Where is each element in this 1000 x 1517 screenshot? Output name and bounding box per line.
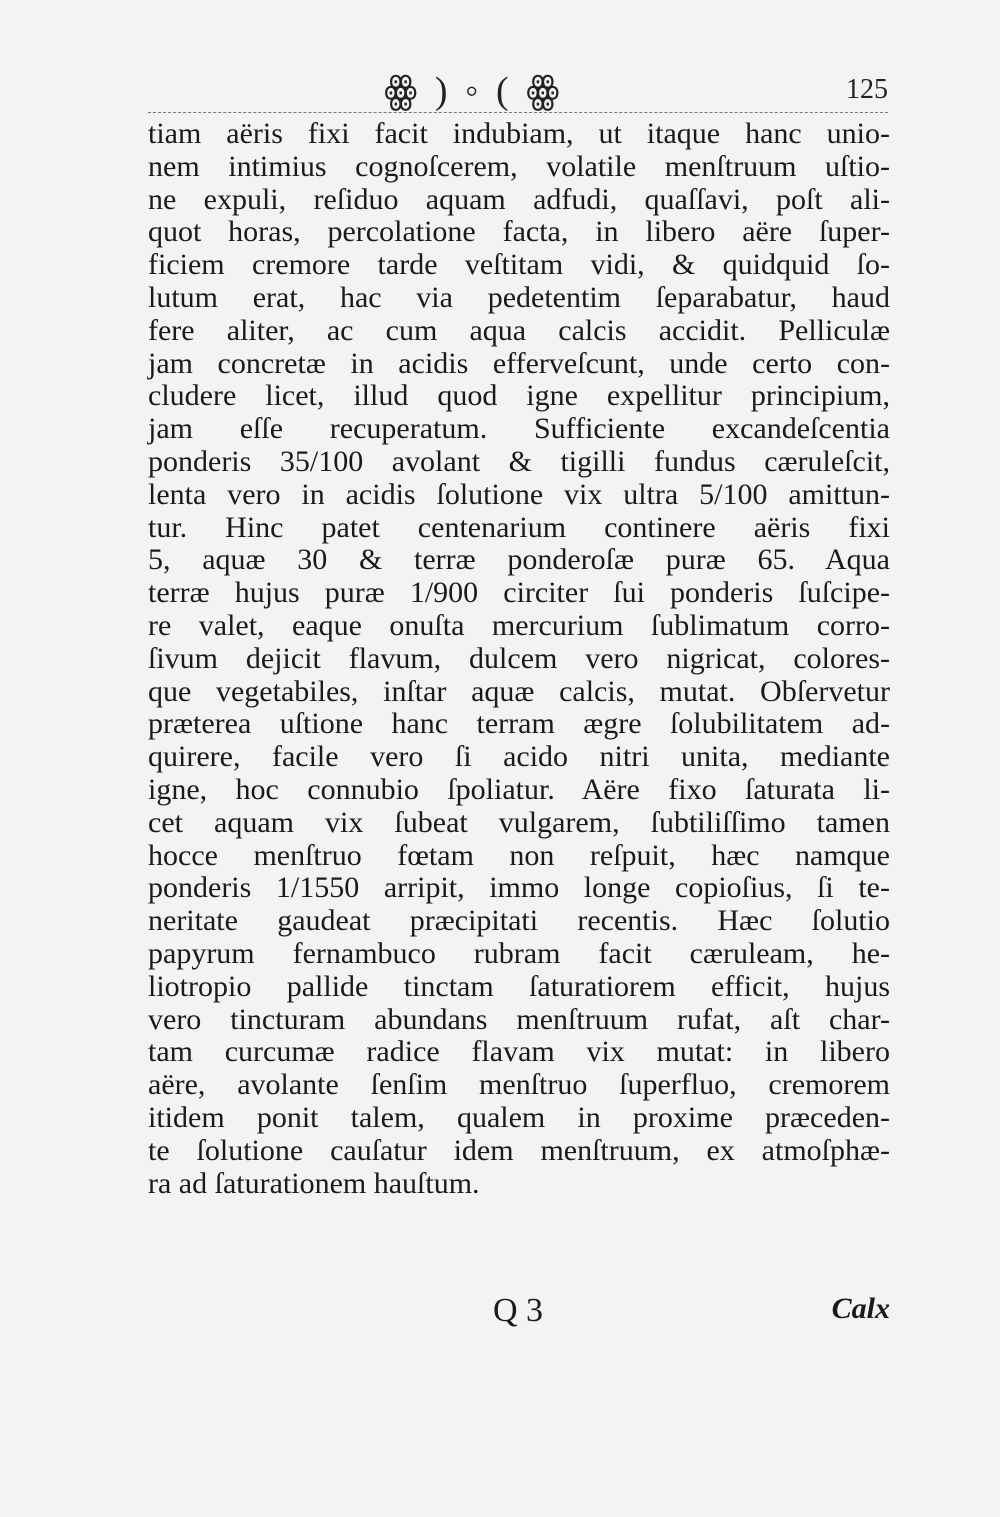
text-line: ponderis 1/1550 arripit, immo longe copioſius, ſi te- xyxy=(148,871,890,905)
text-line: fere aliter, ac cum aqua calcis accidit. Pelliculæ xyxy=(148,313,890,347)
page-header xyxy=(148,68,888,114)
body-text xyxy=(148,118,890,1200)
text-line: ſivum dejicit flavum, dulcem vero nigricat, colores- xyxy=(148,641,890,675)
text-line: aëre, avolante ſenſim menſtruo ſuperfluo, cremorem xyxy=(148,1068,890,1102)
text-line: igne, hoc connubio ſpoliatur. Aëre fixo ſaturata li- xyxy=(148,772,890,806)
text-line: præterea uſtione hanc terram ægre ſolubilitatem ad- xyxy=(148,707,890,741)
page-footer xyxy=(148,1288,890,1338)
text-line: 5, aquæ 30 & terræ ponderoſæ puræ 65. Aqua xyxy=(148,543,890,577)
text-line: lenta vero in acidis ſolutione vix ultra 5/100 amittun- xyxy=(148,477,890,511)
text-line: liotropio pallide tinctam ſaturatiorem efficit, hujus xyxy=(148,969,890,1003)
text-line: itidem ponit talem, qualem in proxime præceden- xyxy=(148,1100,890,1134)
text-line: jam eſſe recuperatum. Sufficiente excandeſcentia xyxy=(148,412,890,446)
text-line: cludere licet, illud quod igne expellitur principium, xyxy=(148,379,890,413)
text-line: terræ hujus puræ 1/900 circiter ſui ponderis ſuſcipe- xyxy=(148,576,890,610)
text-line: quot horas, percolatione facta, in libero aëre ſuper- xyxy=(148,215,890,249)
header-rule xyxy=(148,112,888,114)
text-line: neritate gaudeat præcipitati recentis. Hæc ſolutio xyxy=(148,904,890,938)
text-line: ponderis 35/100 avolant & tigilli fundus cæruleſcit, xyxy=(148,444,890,478)
text-line: vero tincturam abundans menſtruum rufat, aſt char- xyxy=(148,1002,890,1036)
catchword: Calx xyxy=(831,1292,890,1325)
text-line: tur. Hinc patet centenarium continere aëris fixi xyxy=(148,510,890,544)
text-line: que vegetabiles, inſtar aquæ calcis, mutat. Obſervetur xyxy=(148,674,890,708)
text-line: ficiem cremore tarde veſtitam vidi, & quidquid ſo- xyxy=(148,248,890,282)
text-line: quirere, facile vero ſi acido nitri unita, mediante xyxy=(148,740,890,774)
signature-mark: Q 3 xyxy=(493,1292,544,1329)
text-line: re valet, eaque onuſta mercurium ſublimatum corro- xyxy=(148,608,890,642)
text-line: hocce menſtruo fœtam non reſpuit, hæc namque xyxy=(148,838,890,872)
page-number: 125 xyxy=(846,74,888,105)
text-line: jam concretæ in acidis efferveſcunt, unde certo con- xyxy=(148,346,890,380)
text-line: papyrum fernambuco rubram facit cæruleam, he- xyxy=(148,936,890,970)
text-line: ra ad ſaturationem hauſtum. xyxy=(148,1166,480,1200)
text-line: ne expuli, reſiduo aquam adfudi, quaſſavi, poſt ali- xyxy=(148,182,890,216)
text-line: tam curcumæ radice flavam vix mutat: in libero xyxy=(148,1035,890,1069)
text-line: te ſolutione cauſatur idem menſtruum, ex atmoſphæ- xyxy=(148,1133,890,1167)
text-line: lutum erat, hac via pedetentim ſeparabatur, haud xyxy=(148,280,890,314)
text-line: nem intimius cognoſcerem, volatile menſtruum uſtio- xyxy=(148,149,890,183)
text-line: cet aquam vix ſubeat vulgarem, ſubtiliſſimo tamen xyxy=(148,805,890,839)
text-line: tiam aëris fixi facit indubiam, ut itaque hanc unio- xyxy=(148,117,890,150)
header-ornament: ꙮ ) ◦ ( ꙮ xyxy=(384,70,564,112)
